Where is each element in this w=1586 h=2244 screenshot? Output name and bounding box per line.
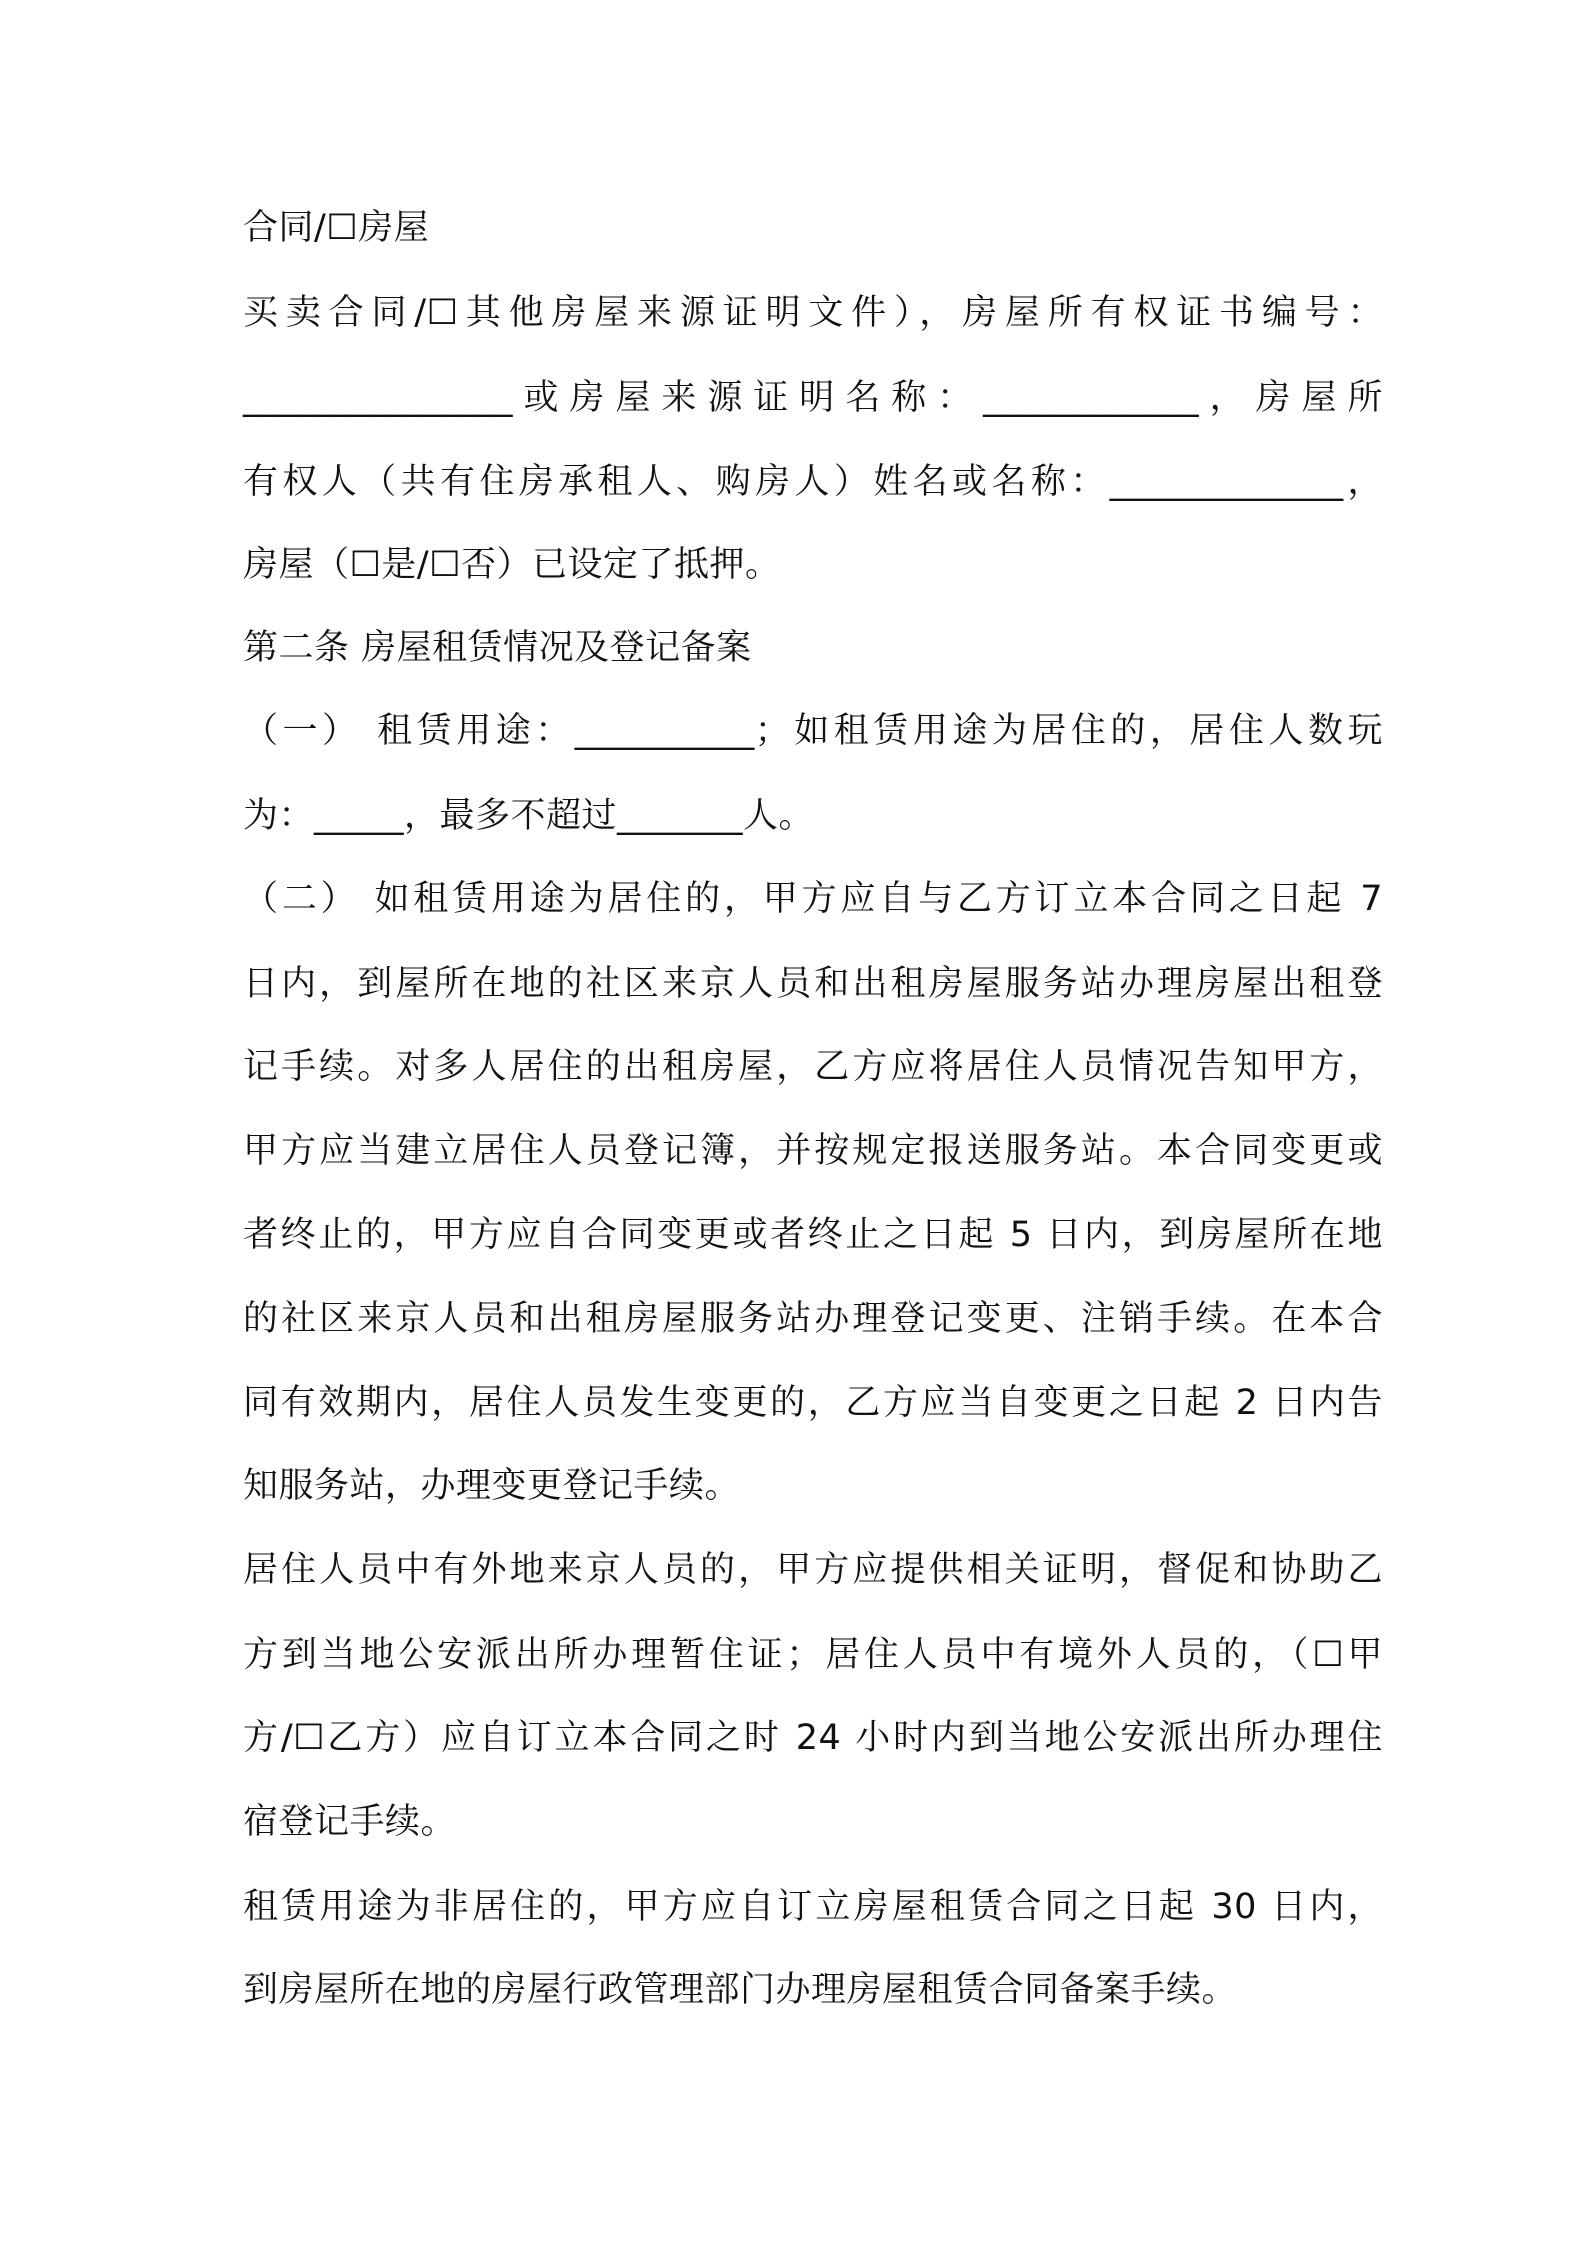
text-line: 甲方应当建立居住人员登记簿，并按规定报送服务站。本合同变更或 bbox=[243, 1131, 1383, 1171]
text-line: 同有效期内，居住人员发生变更的，乙方应当自变更之日起 2 日内告 bbox=[243, 1383, 1383, 1423]
text-line: 记手续。对多人居住的出租房屋，乙方应将居住人员情况告知甲方， bbox=[243, 1047, 1383, 1087]
text-line: 知服务站，办理变更登记手续。 bbox=[243, 1466, 741, 1506]
text-line: 者终止的，甲方应自合同变更或者终止之日起 5 日内，到房屋所在地 bbox=[243, 1215, 1383, 1255]
text-line: _______________或房屋来源证明名称：____________，房屋所 bbox=[243, 378, 1383, 418]
text-line: 日内，到屋所在地的社区来京人员和出租房屋服务站办理房屋出租登 bbox=[243, 964, 1383, 1004]
text-line: 方/☐乙方）应自订立本合同之时 24 小时内到当地公安派出所办理住 bbox=[243, 1718, 1383, 1758]
text-line: 房屋（☐是/☐否）已设定了抵押。 bbox=[243, 545, 781, 585]
text-line: 为：_____，最多不超过_______人。 bbox=[243, 796, 815, 836]
text-line: （二） 如租赁用途为居住的，甲方应自与乙方订立本合同之日起 7 bbox=[243, 879, 1383, 919]
text-line: 合同/☐房屋 bbox=[243, 208, 430, 248]
text-line: 居住人员中有外地来京人员的，甲方应提供相关证明，督促和协助乙 bbox=[243, 1550, 1383, 1590]
text-line: 有权人（共有住房承租人、购房人）姓名或名称：_____________， bbox=[243, 462, 1383, 502]
section-heading: 第二条 房屋租赁情况及登记备案 bbox=[243, 628, 752, 668]
text-line: 方到当地公安派出所办理暂住证；居住人员中有境外人员的，（☐甲 bbox=[243, 1635, 1383, 1675]
text-line: 的社区来京人员和出租房屋服务站办理登记变更、注销手续。在本合 bbox=[243, 1299, 1383, 1339]
text-line: 宿登记手续。 bbox=[243, 1802, 457, 1842]
text-line: 到房屋所在地的房屋行政管理部门办理房屋租赁合同备案手续。 bbox=[243, 1970, 1238, 2010]
text-line: （一） 租赁用途：__________；如租赁用途为居住的，居住人数玩 bbox=[243, 711, 1383, 751]
text-line: 租赁用途为非居住的，甲方应自订立房屋租赁合同之日起 30 日内， bbox=[243, 1887, 1383, 1927]
text-line: 买卖合同/☐其他房屋来源证明文件），房屋所有权证书编号： bbox=[243, 293, 1383, 333]
